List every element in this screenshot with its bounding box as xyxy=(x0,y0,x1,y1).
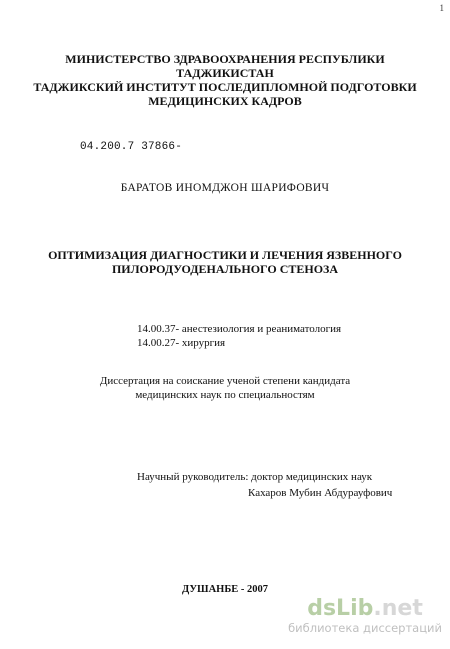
dissertation-line-2: медицинских наук по специальностям xyxy=(135,389,315,401)
city-year: ДУШАНБЕ - 2007 xyxy=(181,584,269,595)
institution-line-3: ТАДЖИКСКИЙ ИНСТИТУТ ПОСЛЕДИПЛОМНОЙ ПОДГОТОВКИ xyxy=(33,80,417,94)
dissertation-description xyxy=(0,374,450,402)
specialty-item: 14.00.37- анестезиология и реаниматология xyxy=(137,323,342,335)
watermark-logo-part-2: .net xyxy=(373,596,423,621)
institution-line-4: МЕДИЦИНСКИХ КАДРОВ xyxy=(148,94,302,108)
watermark-subtitle: библиотека диссертаций xyxy=(288,621,442,635)
specialty-item: 14.00.27- хирургия xyxy=(137,337,226,349)
watermark-logo xyxy=(288,597,442,621)
dissertation-line-1: Диссертация на соискание ученой степени кандидата xyxy=(99,375,351,387)
institution-header xyxy=(0,52,450,108)
specialties-list xyxy=(137,322,341,350)
registration-number: 04.200.7 37866- xyxy=(80,141,183,153)
title-line-1: ОПТИМИЗАЦИЯ ДИАГНОСТИКИ И ЛЕЧЕНИЯ ЯЗВЕННОГО xyxy=(48,248,402,262)
watermark xyxy=(288,597,442,635)
page-corner-mark: 1 xyxy=(439,3,444,13)
supervisor-title: Научный руководитель: доктор медицинских наук xyxy=(137,471,373,483)
title-line-2: ПИЛОРОДУОДЕНАЛЬНОГО СТЕНОЗА xyxy=(111,262,339,276)
watermark-logo-part-1: dsLib xyxy=(307,596,374,621)
author-name: БАРАТОВ ИНОМДЖОН ШАРИФОВИЧ xyxy=(120,182,330,194)
institution-line-1: МИНИСТЕРСТВО ЗДРАВООХРАНЕНИЯ РЕСПУБЛИКИ xyxy=(65,52,385,66)
supervisor-name: Кахаров Мубин Абдурауфович xyxy=(248,487,393,499)
institution-line-2: ТАДЖИКИСТАН xyxy=(176,66,274,80)
dissertation-title xyxy=(0,248,450,276)
